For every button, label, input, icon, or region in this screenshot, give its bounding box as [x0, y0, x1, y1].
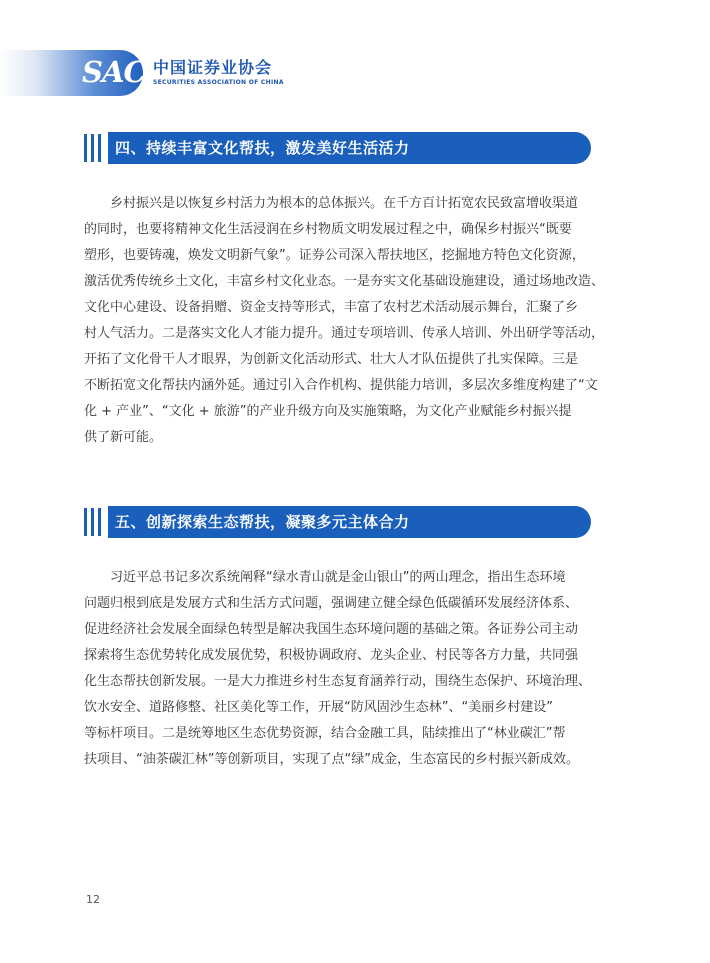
paragraph-line: 等标杆项目。二是统筹地区生态优势资源，结合金融工具，陆续推出了“林业碳汇”帮	[84, 726, 566, 741]
sac-logo: SAC	[82, 55, 146, 89]
paragraph-line: 乡村振兴是以恢复乡村活力为根本的总体振兴。在千方百计拓宽农民致富增收渠道	[110, 196, 579, 211]
paragraph-line: 促进经济社会发展全面绿色转型是解决我国生态环境问题的基础之策。各证券公司主动	[84, 622, 579, 637]
paragraph-line: 化生态帮扶创新发展。一是大力推进乡村生态复育涵养行动，围绕生态保护、环境治理、	[84, 674, 592, 689]
org-name-cn: 中国证券业协会	[153, 58, 273, 77]
paragraph-line: 问题归根到底是发展方式和生活方式问题，强调建立健全绿色低碳循环发展经济体系、	[84, 596, 579, 611]
section-heading-5	[82, 506, 591, 538]
paragraph-line: 供了新可能。	[84, 430, 163, 445]
heading-bars-icon	[82, 132, 109, 164]
paragraph-line: 开拓了文化骨干人才眼界，为创新文化活动形式、壮大人才队伍提供了扎实保障。三是	[84, 352, 579, 367]
paragraph-line: 文化中心建设、设备捐赠、资金支持等形式，丰富了农村艺术活动展示舞台，汇聚了乡	[84, 300, 579, 315]
paragraph-line: 习近平总书记多次系统阐释“绿水青山就是金山银山”的两山理念，指出生态环境	[110, 570, 566, 585]
paragraph-line: 不断拓宽文化帮扶内涵外延。通过引入合作机构、提供能力培训，多层次多维度构建了“文	[84, 378, 598, 393]
page-number: 12	[86, 893, 100, 906]
section-4-paragraph	[84, 191, 605, 451]
paragraph-line: 激活优秀传统乡土文化，丰富乡村文化业态。一是夯实文化基础设施建设，通过场地改造、	[84, 274, 605, 289]
heading-bars-icon	[82, 506, 109, 538]
org-name-en: SECURITIES ASSOCIATION OF CHINA	[153, 79, 284, 86]
paragraph-line: 化 + 产业”、“文化 + 旅游”的产业升级方向及实施策略，为文化产业赋能乡村振兴提	[84, 404, 572, 419]
section-heading-text: 五、创新探索生态帮扶，凝聚多元主体合力	[115, 513, 410, 531]
section-5-paragraph	[84, 565, 596, 773]
paragraph-line: 扶项目、“油茶碳汇林”等创新项目，实现了点“绿”成金，生态富民的乡村振兴新成效。	[84, 752, 579, 767]
paragraph-line: 饮水安全、道路修整、社区美化等工作，开展“防风固沙生态林”、“美丽乡村建设”	[84, 700, 553, 715]
paragraph-line: 探索将生态优势转化成发展优势，积极协调政府、龙头企业、村民等各方力量，共同强	[84, 648, 579, 663]
paragraph-line: 村人气活力。二是落实文化人才能力提升。通过专项培训、传承人培训、外出研学等活动，	[84, 326, 605, 341]
paragraph-line: 塑形，也要铸魂，焕发文明新气象”。证券公司深入帮扶地区，挖掘地方特色文化资源，	[84, 248, 585, 263]
section-heading-4	[82, 132, 591, 164]
paragraph-line: 的同时，也要将精神文化生活浸润在乡村物质文明发展过程之中，确保乡村振兴“既要	[84, 222, 572, 237]
section-heading-text: 四、持续丰富文化帮扶，激发美好生活活力	[115, 139, 410, 157]
